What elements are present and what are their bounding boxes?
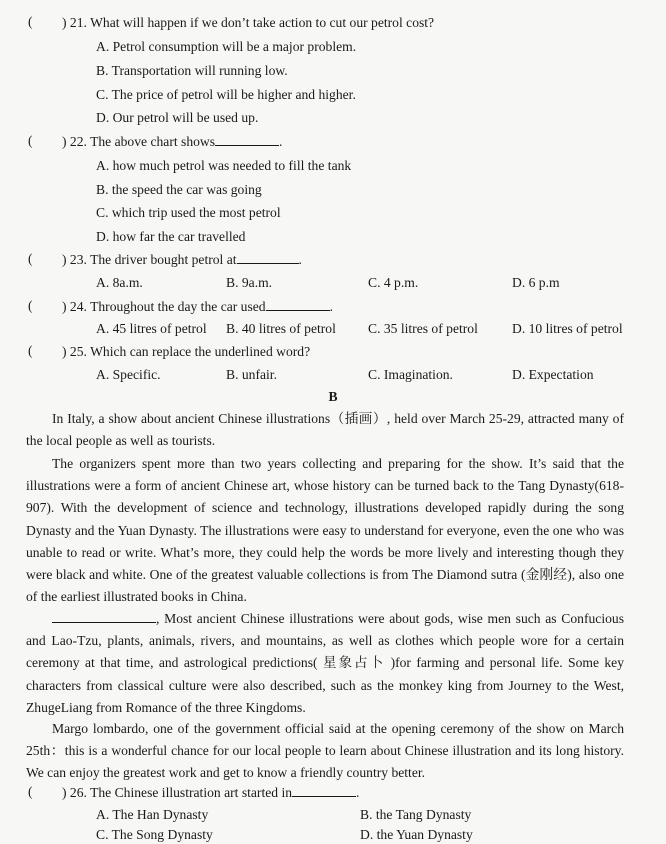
q25-option-d: D. Expectation: [512, 367, 594, 382]
q23-option-c: C. 4 p.m.: [368, 275, 419, 290]
q26-option-c: C. The Song Dynasty: [96, 827, 213, 842]
question-26-stem: ) 26. The Chinese illustration art started in .: [62, 785, 360, 800]
answer-paren-26: (: [28, 784, 33, 799]
q26-option-d: D. the Yuan Dynasty: [360, 827, 473, 842]
q24-option-d: D. 10 litres of petrol: [512, 321, 623, 336]
q22-option-b: B. the speed the car was going: [96, 182, 262, 197]
q25-option-a: A. Specific.: [96, 367, 161, 382]
answer-paren-22: (: [28, 133, 33, 148]
answer-blank: [266, 298, 330, 311]
q21-option-c: C. The price of petrol will be higher and higher.: [96, 87, 356, 102]
question-22-stem: ) 22. The above chart shows .: [62, 134, 283, 149]
q23-option-b: B. 9a.m.: [226, 275, 273, 290]
question-25-stem: ) 25. Which can replace the underlined word?: [62, 344, 311, 359]
q22-option-d: D. how far the car travelled: [96, 229, 246, 244]
answer-blank: [215, 133, 279, 146]
passage-paragraph-2: The organizers spent more than two years collecting and preparing for the show. It’s said that the illustrations were a form of ancient Chinese art, whose history can be turned back to the Tang Dynasty(618-907). With the development of science and technology, illustrations developed rapidly during the song Dynasty and the Yuan Dynasty. The illustrations were easy to understand for everyone, even the one who was unable to read or write. What’s more, they could help the words be more lively and interesting though they were black and white. One of the greatest valuable collections is from The Diamond sutra (金刚经), also one of the earliest illustrated books in China.: [26, 456, 624, 605]
q21-option-a: A. Petrol consumption will be a major problem.: [96, 39, 357, 54]
section-heading: B: [328, 389, 338, 404]
question-24-stem: ) 24. Throughout the day the car used .: [62, 299, 334, 314]
passage-paragraph-4: Margo lombardo, one of the government official said at the opening ceremony of the show on March 25th：this is a wonderful chance for our local people to learn about Chinese illustration and its long history. We can enjoy the greatest work and get to know a friendly country better.: [26, 721, 624, 781]
question-21-stem: ) 21. What will happen if we don’t take action to cut our petrol cost?: [62, 15, 435, 30]
q23-option-a: A. 8a.m.: [96, 275, 143, 290]
answer-paren-25: (: [28, 343, 33, 358]
question-23-stem: ) 23. The driver bought petrol at .: [62, 252, 302, 267]
q24-option-b: B. 40 litres of petrol: [226, 321, 336, 336]
q25-option-b: B. unfair.: [226, 367, 277, 382]
passage-paragraph-1: In Italy, a show about ancient Chinese illustrations（插画）, held over March 25-29, attracted many of the local people as well as tourists.: [26, 411, 624, 449]
q22-option-a: A. how much petrol was needed to fill the tank: [96, 158, 352, 173]
q21-option-b: B. Transportation will running low.: [96, 63, 288, 78]
q24-option-a: A. 45 litres of petrol: [96, 321, 207, 336]
q26-option-a: A. The Han Dynasty: [96, 807, 209, 822]
answer-paren-23: (: [28, 251, 33, 266]
q24-option-c: C. 35 litres of petrol: [368, 321, 478, 336]
passage-paragraph-3: , Most ancient Chinese illustrations were about gods, wise men such as Confucious and Lao-Tzu, plants, animals, rivers, and mountains, as well as clothes which people wore for a certain ceremony at that time, and astrological predictions( 星象占卜 )for farming and personal life. Some key characters from classical culture were also described, such as the monkey king from Journey to the West, ZhugeLiang from Romance of the three Kingdoms.: [26, 611, 624, 715]
answer-paren-21: (: [28, 14, 33, 29]
q26-option-b: B. the Tang Dynasty: [360, 807, 472, 822]
q23-option-d: D. 6 p.m: [512, 275, 560, 290]
q21-option-d: D. Our petrol will be used up.: [96, 110, 259, 125]
q25-option-c: C. Imagination.: [368, 367, 453, 382]
answer-paren-24: (: [28, 298, 33, 313]
passage-blank: [52, 610, 156, 623]
answer-blank: [237, 251, 299, 264]
q22-option-c: C. which trip used the most petrol: [96, 205, 281, 220]
answer-blank: [292, 784, 356, 797]
